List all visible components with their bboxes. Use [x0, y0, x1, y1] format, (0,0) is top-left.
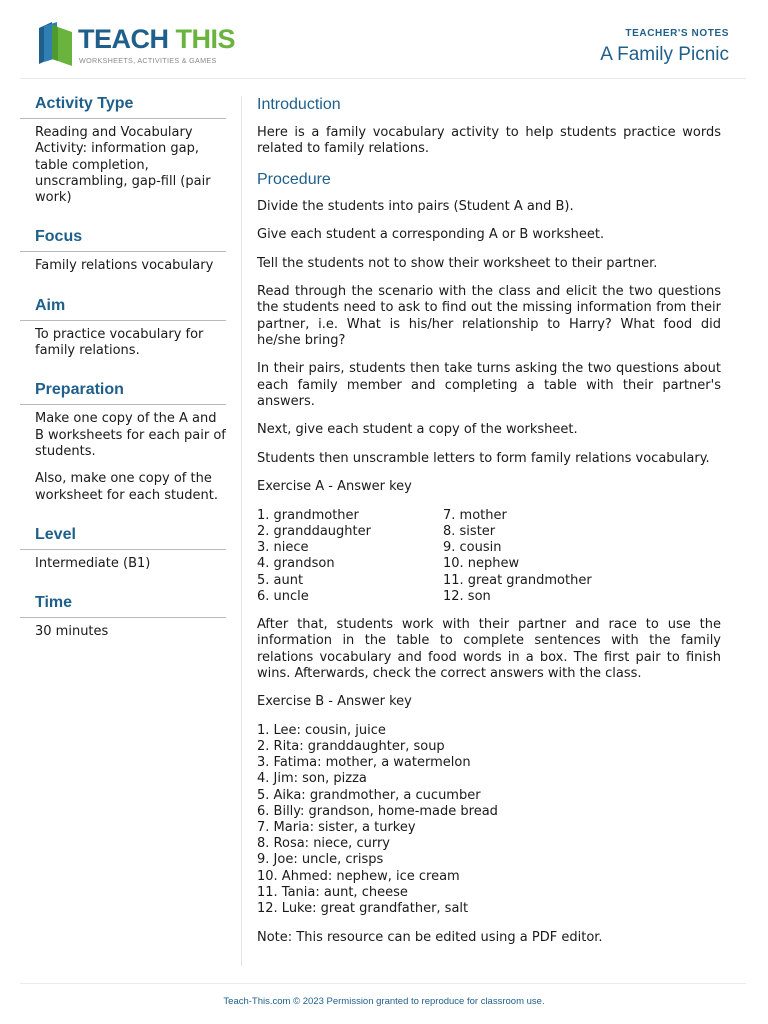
sidebar-body	[20, 550, 226, 572]
sidebar-text: Intermediate (B1)	[35, 555, 151, 571]
document-title: A Family Picnic	[600, 44, 729, 65]
answer-key-item: 8. Rosa: niece, curry	[257, 836, 390, 852]
answer-key-item: 12. Luke: great grandfather, salt	[257, 901, 469, 917]
editing-note: Note: This resource can be edited using a PDF editor.	[257, 929, 603, 945]
sidebar-body	[20, 119, 226, 206]
footer-divider	[20, 983, 746, 984]
sidebar-heading: Aim	[20, 297, 226, 321]
sidebar-heading: Level	[20, 526, 226, 550]
answer-key-item: 3. Fatima: mother, a watermelon	[257, 755, 471, 771]
answer-key-item: 10. nephew	[443, 556, 520, 572]
exercise-a-answer-key	[257, 508, 721, 605]
procedure-steps	[257, 199, 721, 467]
footer-copyright: Teach-This.com © 2023 Permission granted to reproduce for classroom use.	[223, 996, 545, 1007]
sidebar-heading: Preparation	[20, 381, 226, 405]
procedure-heading: Procedure	[257, 170, 331, 188]
answer-key-item: 6. Billy: grandson, home-made bread	[257, 803, 498, 819]
sidebar-section	[20, 381, 226, 503]
exercise-b-label: Exercise B - Answer key	[257, 694, 412, 710]
procedure-step: Give each student a corresponding A or B worksheet.	[257, 227, 605, 243]
exercise-a-label: Exercise A - Answer key	[257, 479, 412, 495]
answer-key-item: 4. Jim: son, pizza	[257, 771, 367, 787]
answer-key-item: 1. Lee: cousin, juice	[257, 722, 386, 738]
main-content	[257, 95, 721, 958]
answer-key-item: 4. grandson	[257, 556, 335, 572]
sidebar-body	[20, 618, 226, 640]
answer-key-item: 5. Aika: grandmother, a cucumber	[257, 787, 481, 803]
sidebar-section	[20, 297, 226, 360]
introduction-text: Here is a family vocabulary activity to help students practice words related to family relations.	[257, 125, 721, 157]
answer-key-item: 7. mother	[443, 507, 507, 523]
procedure-step: Divide the students into pairs (Student A and B).	[257, 198, 574, 214]
sidebar-text: Make one copy of the A and B worksheets for each pair of students.	[35, 411, 226, 459]
answer-key-item: 9. cousin	[443, 540, 502, 556]
sidebar-section	[20, 95, 226, 206]
exercise-b-answer-key	[257, 723, 721, 917]
answer-key-item: 12. son	[443, 588, 491, 604]
procedure-step: Students then unscramble letters to form family relations vocabulary.	[257, 450, 710, 466]
answer-key-item: 11. great grandmother	[443, 572, 592, 588]
page-header	[0, 0, 768, 80]
exercise-a-column-1	[257, 508, 443, 605]
procedure-step: Next, give each student a copy of the worksheet.	[257, 422, 578, 438]
column-divider	[241, 96, 242, 966]
logo-wordmark: TEACH THIS	[78, 24, 236, 54]
answer-key-item: 9. Joe: uncle, crisps	[257, 852, 384, 868]
sidebar-text: Family relations vocabulary	[35, 258, 214, 274]
sidebar-heading: Time	[20, 594, 226, 618]
answer-key-item: 3. niece	[257, 540, 309, 556]
sidebar	[20, 95, 226, 662]
sidebar-heading: Focus	[20, 228, 226, 252]
introduction-heading: Introduction	[257, 96, 341, 113]
sidebar-text: Reading and Vocabulary Activity: information gap, table completion, unscrambling, gap-fill (pair work)	[35, 125, 211, 206]
procedure-step: Read through the scenario with the class and elicit the two questions the students need to ask to find out the missing information from their partner, i.e. What is his/her relationship to Harry? What food did he/she bring?	[257, 284, 721, 348]
sidebar-section	[20, 594, 226, 640]
sidebar-body	[20, 321, 226, 360]
answer-key-item: 1. grandmother	[257, 507, 359, 523]
answer-key-item: 8. sister	[443, 523, 496, 539]
sidebar-text: 30 minutes	[35, 624, 109, 640]
teach-this-logo	[36, 22, 236, 68]
book-icon	[36, 22, 76, 66]
answer-key-item: 5. aunt	[257, 572, 304, 588]
header-divider	[20, 78, 746, 79]
teachers-notes-label: TEACHER'S NOTES	[625, 28, 729, 39]
after-that-text: After that, students work with their partner and race to use the information in the table to complete sentences with the family relations vocabulary and food words in a box. The first pair to finish wins. Afterwards, check the correct answers with the class.	[257, 617, 721, 681]
sidebar-section	[20, 228, 226, 274]
exercise-a-column-2	[443, 508, 592, 605]
answer-key-item: 11. Tania: aunt, cheese	[257, 884, 408, 900]
answer-key-item: 7. Maria: sister, a turkey	[257, 820, 416, 836]
answer-key-item: 6. uncle	[257, 588, 309, 604]
procedure-step: Tell the students not to show their worksheet to their partner.	[257, 255, 658, 271]
sidebar-text: To practice vocabulary for family relations.	[35, 326, 204, 359]
sidebar-body	[20, 405, 226, 503]
logo-tagline: WORKSHEETS, ACTIVITIES & GAMES	[79, 56, 217, 65]
sidebar-heading: Activity Type	[20, 95, 226, 119]
answer-key-item: 2. Rita: granddaughter, soup	[257, 739, 445, 755]
sidebar-section	[20, 526, 226, 572]
sidebar-body	[20, 252, 226, 274]
answer-key-item: 10. Ahmed: nephew, ice cream	[257, 868, 460, 884]
sidebar-text: Also, make one copy of the worksheet for each student.	[35, 471, 219, 503]
procedure-step: In their pairs, students then take turns asking the two questions about each family member and completing a table with their partner's answers.	[257, 361, 721, 409]
answer-key-item: 2. granddaughter	[257, 523, 371, 539]
